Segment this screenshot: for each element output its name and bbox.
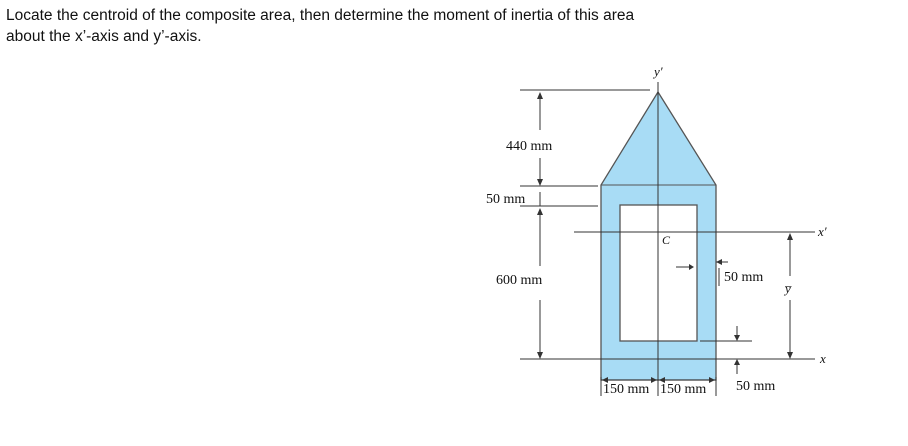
dim-50-left-label: 50 mm xyxy=(486,192,526,207)
y-bar-label: y̅ xyxy=(785,281,791,296)
centroid-label: C xyxy=(662,233,671,247)
arrow-ybar-up xyxy=(787,233,793,240)
arrow-ybar-down xyxy=(787,352,793,359)
arrow-600-down xyxy=(537,352,543,359)
arrow-440-down xyxy=(537,179,543,186)
dim-50-bottom-label: 50 mm xyxy=(736,379,776,394)
x-prime-label: x′ xyxy=(818,224,827,239)
problem-line-2: about the x’-axis and y’-axis. xyxy=(6,28,202,45)
y-prime-label: y′ xyxy=(654,64,663,79)
arrow-bottom-50-upper-head xyxy=(734,335,740,341)
arrow-bottom-50-lower-head xyxy=(734,359,740,365)
arrow-600-up xyxy=(537,208,543,215)
dim-440-label: 440 mm xyxy=(506,139,553,154)
dim-150-left-label: 150 mm xyxy=(603,382,650,397)
x-label: x xyxy=(820,351,826,366)
arrow-50-right-head xyxy=(716,259,722,265)
problem-line-1: Locate the centroid of the composite area, then determine the moment of inertia of this area xyxy=(6,7,635,24)
dim-50-right-label: 50 mm xyxy=(724,270,764,285)
dim-150-right-label: 150 mm xyxy=(660,382,707,397)
arrow-440-up xyxy=(537,92,543,99)
dim-600-label: 600 mm xyxy=(496,273,543,288)
